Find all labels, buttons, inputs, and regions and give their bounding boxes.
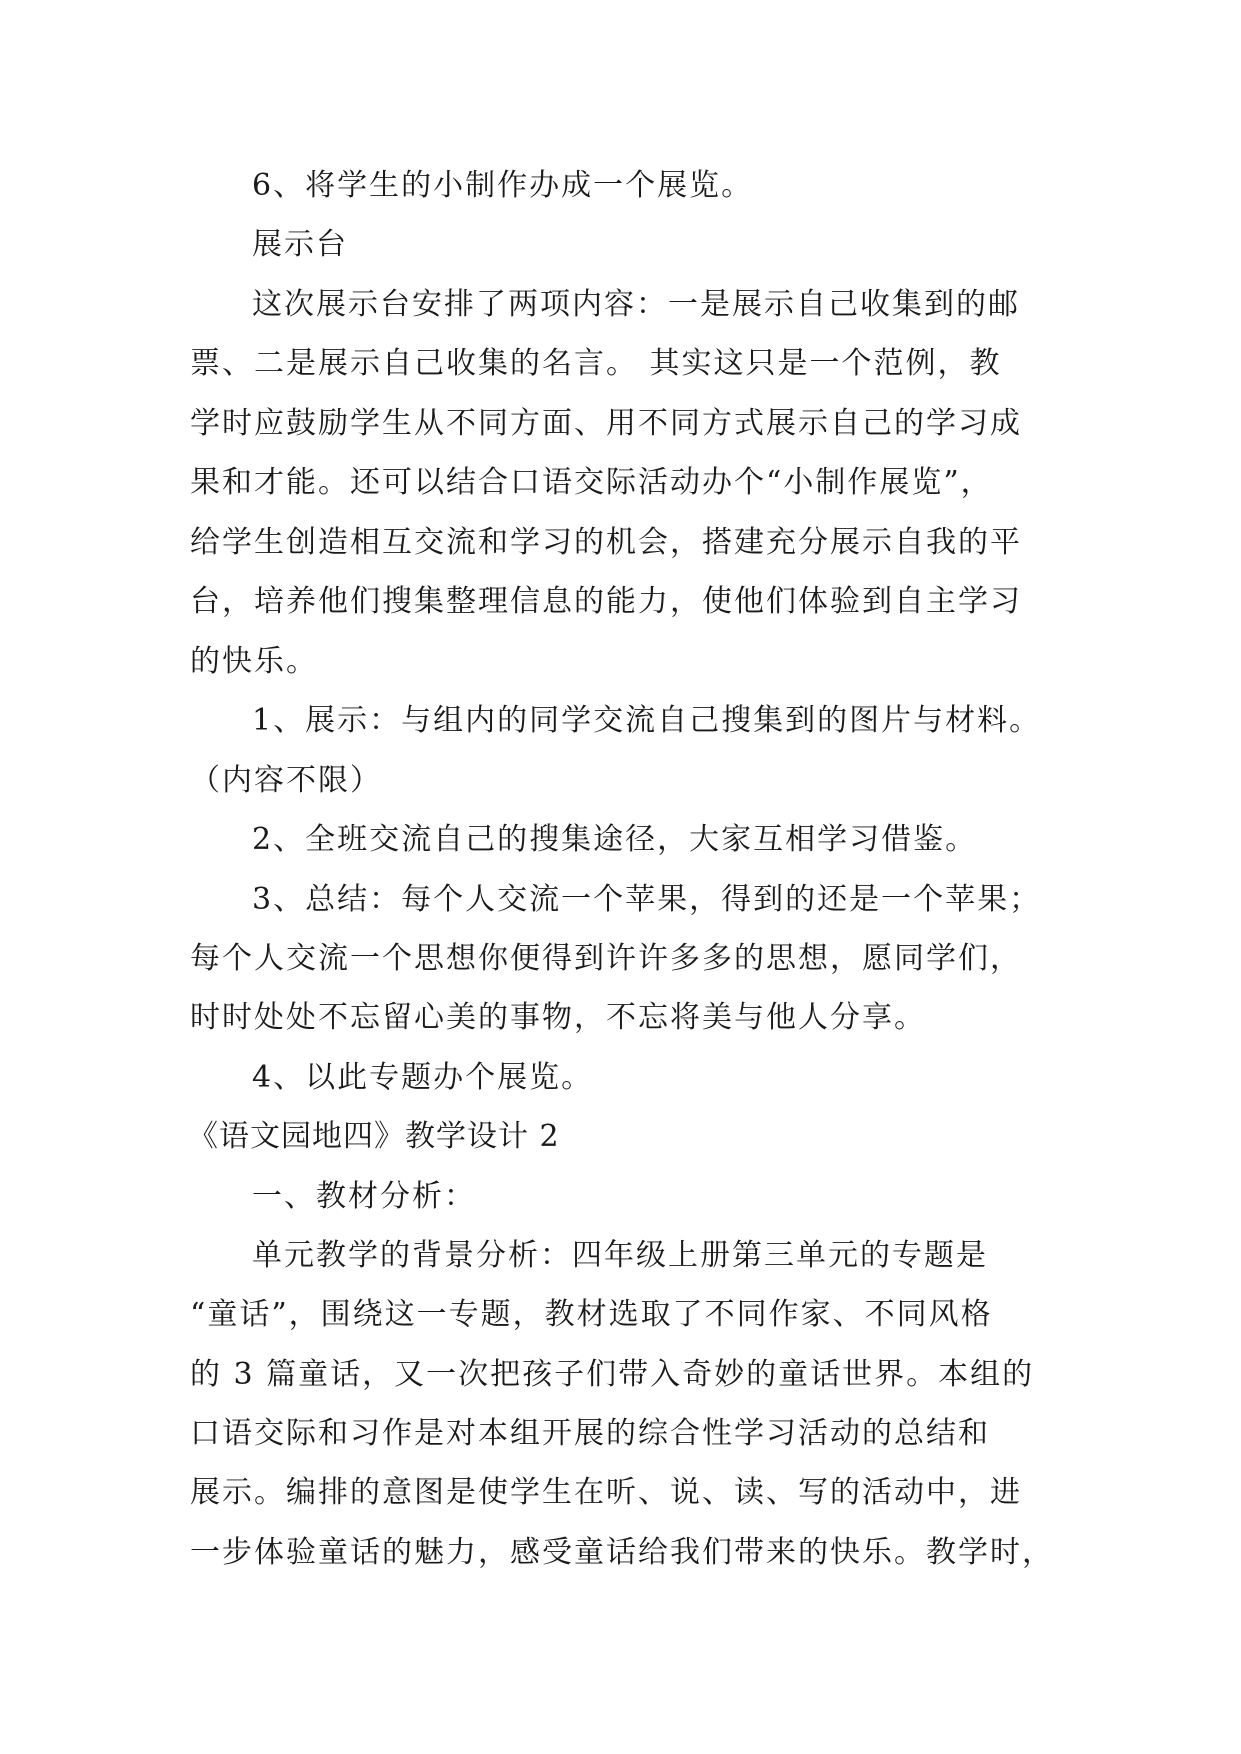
paragraph-line: 6、将学生的小制作办成一个展览。 bbox=[252, 168, 754, 203]
paragraph-line: 4、以此专题办个展览。 bbox=[252, 1060, 594, 1095]
paragraph-line: 每个人交流一个思想你便得到许许多多的思想，愿同学们， bbox=[190, 941, 1022, 976]
paragraph-line: 台，培养他们搜集整理信息的能力，使他们体验到自主学习 bbox=[190, 584, 1022, 619]
paragraph-line: 票、二是展示自己收集的名言。 其实这只是一个范例，教 bbox=[190, 346, 1002, 381]
paragraph-line: 这次展示台安排了两项内容：一是展示自己收集到的邮 bbox=[252, 287, 1020, 322]
paragraph-line: “童话”，围绕这一专题，教材选取了不同作家、不同风格 bbox=[190, 1297, 993, 1332]
section-heading-zhanshitai: 展示台 bbox=[252, 227, 348, 262]
paragraph-line: 1、展示：与组内的同学交流自己搜集到的图片与材料。 bbox=[252, 703, 1042, 738]
paragraph-line: 学时应鼓励学生从不同方面、用不同方式展示自己的学习成 bbox=[190, 406, 1022, 441]
section-heading: 一、教材分析： bbox=[252, 1179, 476, 1214]
document-title: 《语文园地四》教学设计 2 bbox=[188, 1119, 560, 1154]
paragraph-line: 的快乐。 bbox=[190, 644, 318, 679]
paragraph-line: 3、总结：每个人交流一个苹果，得到的还是一个苹果； bbox=[252, 882, 1042, 917]
paragraph-line: 的 3 篇童话，又一次把孩子们带入奇妙的童话世界。本组的 bbox=[190, 1357, 1035, 1392]
paragraph-line: 给学生创造相互交流和学习的机会，搭建充分展示自我的平 bbox=[190, 525, 1022, 560]
paragraph-line: 时时处处不忘留心美的事物，不忘将美与他人分享。 bbox=[190, 1000, 926, 1035]
paragraph-line: （内容不限） bbox=[190, 763, 382, 798]
paragraph-line: 果和才能。还可以结合口语交际活动办个“小制作展览”， bbox=[190, 465, 993, 500]
paragraph-line: 一步体验童话的魅力，感受童话给我们带来的快乐。教学时， bbox=[190, 1535, 1054, 1570]
paragraph-line: 展示。编排的意图是使学生在听、说、读、写的活动中，进 bbox=[190, 1475, 1022, 1510]
paragraph-line: 单元教学的背景分析：四年级上册第三单元的专题是 bbox=[252, 1238, 988, 1273]
paragraph-line: 口语交际和习作是对本组开展的综合性学习活动的总结和 bbox=[190, 1416, 990, 1451]
paragraph-line: 2、全班交流自己的搜集途径，大家互相学习借鉴。 bbox=[252, 822, 978, 857]
